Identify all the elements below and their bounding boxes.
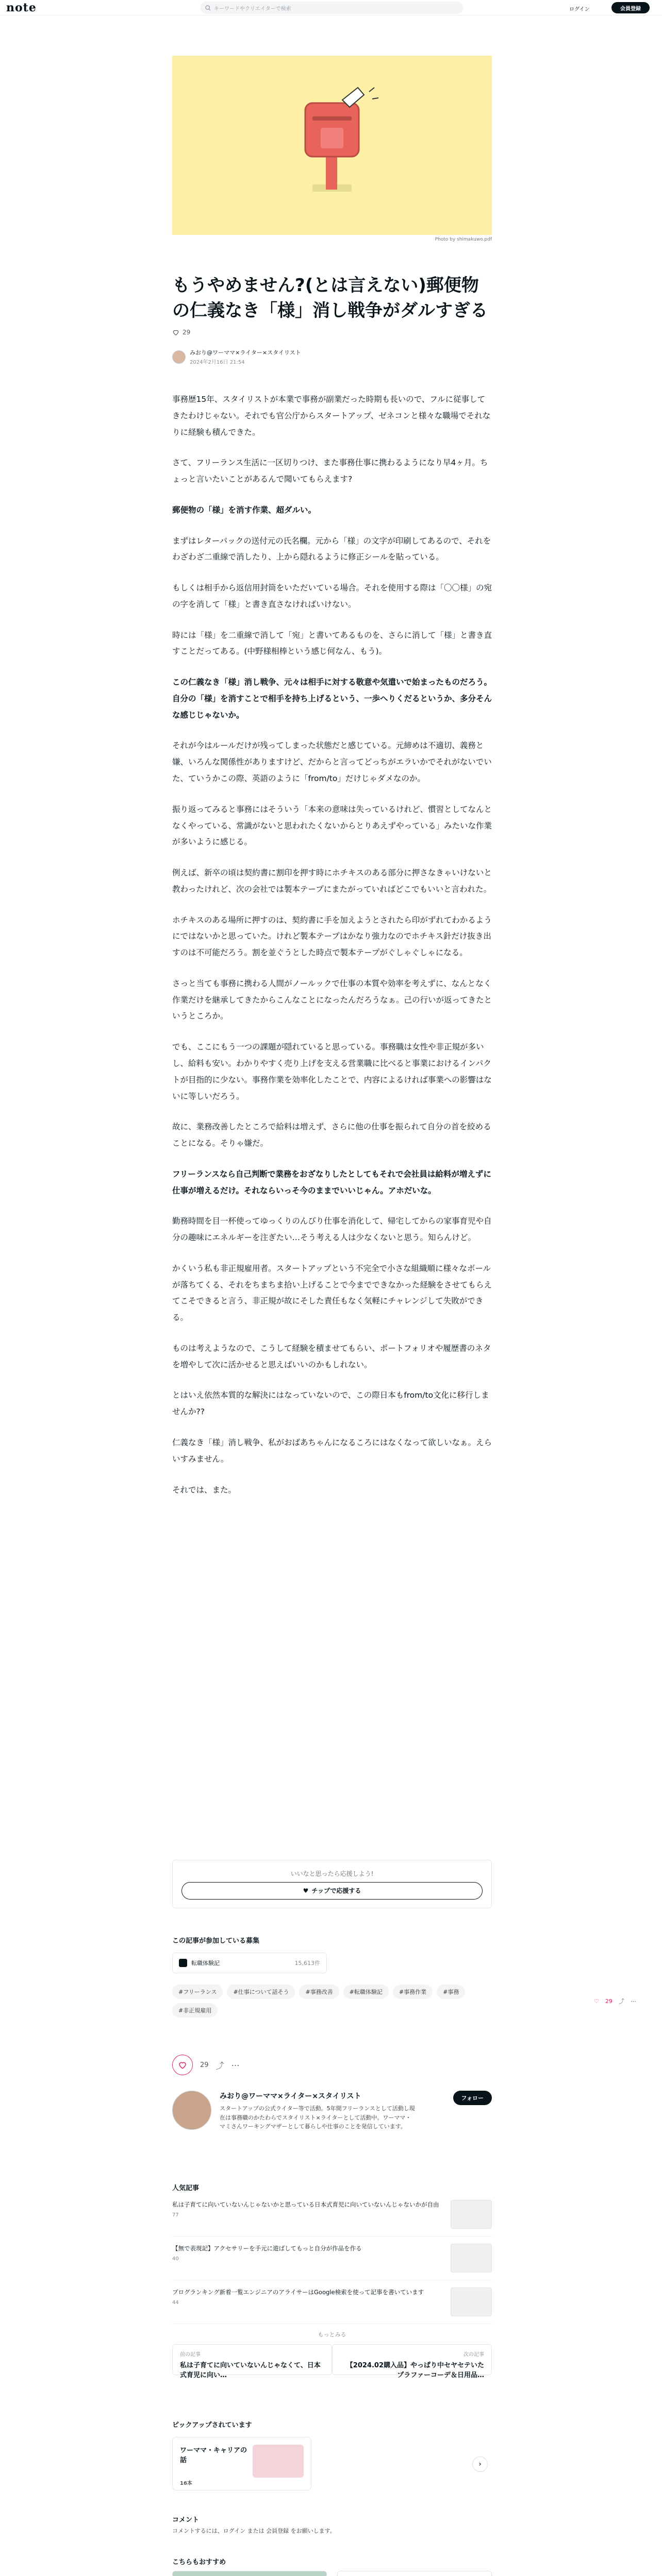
more-link[interactable]: もっとみる: [318, 2331, 346, 2338]
paragraph: 郵便物の「様」を消す作業、超ダルい。: [172, 505, 317, 515]
floating-actions: [594, 1997, 636, 2005]
more-icon[interactable]: ⋯: [231, 2060, 240, 2070]
share-icon[interactable]: ⤴: [216, 2060, 224, 2071]
like-count: 29: [200, 2061, 209, 2069]
like-bar: [172, 2055, 492, 2075]
paragraph: 仁義なき「様」消し戦争、私がおばあちゃんになるころにはなくなって欲しいなぁ。えらいすみません。: [172, 1437, 492, 1464]
recommend-grid: [172, 2571, 492, 2576]
like-button[interactable]: [172, 2055, 193, 2075]
hero-image: [172, 56, 492, 235]
paragraph: もしくは相手から返信用封筒をいただいている場合。それを使用する際は「〇〇様」の宛の字を消して「様」と書き直さなければいけない。: [172, 583, 492, 609]
paragraph: 勤務時間を目一杯使ってゆっくりのんびり仕事を消化して、帰宅してからの家事育児や自分の趣味にエネルギーを注ぎたい…そう考える人は少なくないと思う。知らんけど。: [172, 1216, 492, 1243]
recommend-thumbnail: [172, 2571, 327, 2576]
paragraph: さて、フリーランス生活に一区切りつけ、また事務仕事に携わるようになり早4ヶ月。ちょっと言いたいことがあるんで聞いてもらえます?: [172, 458, 488, 484]
popular-likes: 44: [172, 2300, 179, 2306]
paragraph: 振り返ってみると事務にはそういう「本来の意味は失っているけれど、慣習としてなんとなくやっている、常識がないと思われたくないからとりあえずやっている」みたいな作業が多いように感じる。: [172, 804, 492, 847]
magazine-name: 転職体験記: [191, 1960, 220, 1967]
heart-icon[interactable]: [172, 329, 179, 336]
tip-button[interactable]: [181, 1882, 483, 1900]
popular-likes: 77: [172, 2212, 179, 2218]
title-like-row: [172, 329, 492, 336]
paragraph: とはいえ依然本質的な解決にはなっていないので、この際日本もfrom/to文化に移行しませんか??: [172, 1391, 489, 1417]
paragraph: フリーランスなら自己判断で業務をおざなりしたとしてもそれで会社員は給料が増えずに仕事が増えるだけ。それならいっそ今のままでいいじゃん。アホだいな。: [172, 1169, 491, 1195]
search-input[interactable]: [200, 2, 463, 14]
popular-title: ブログランキング新着一覧エンジニアのアライサーはGoogle検索を使って記事を書いています: [172, 2289, 424, 2296]
heart-icon[interactable]: ♡: [594, 1997, 599, 2005]
prev-label: 前の記事: [180, 2352, 201, 2358]
tip-icon: ♥: [303, 1887, 309, 1894]
login-link[interactable]: ログイン: [569, 7, 590, 12]
recommend-card[interactable]: [337, 2571, 492, 2576]
author-name[interactable]: みおり@ワーママ×ライター×スタイリスト: [190, 349, 301, 356]
paragraph: 例えば、新卒の頃は契約書に割印を押す時にホチキスのある部分に押さなきゃいけないと教わったけれど、次の会社では製本テープにまたがっていればどこでもいいと言われた。: [172, 868, 492, 894]
recommend-card[interactable]: [172, 2571, 327, 2576]
tip-button-label: チップで応援する: [311, 1887, 361, 1894]
article-body: [172, 392, 492, 1513]
popular-list: [172, 2193, 492, 2338]
pickup-label: ピックアップされています: [172, 2421, 252, 2429]
chevron-right-icon[interactable]: ›: [472, 2456, 488, 2472]
comment-prompt: コメントするには、ログイン または 会員登録 をお願いします。: [172, 2528, 336, 2534]
paragraph: この仁義なき「様」消し戦争、元々は相手に対する敬意や気遣いで始まったものだろう。自分の「様」を消すことで相手を持ち上げるという、一歩へりくだるというか、多分そんな感じじゃないか。: [172, 677, 492, 720]
tag[interactable]: #事務改善: [299, 1985, 339, 1999]
side-like-count: 29: [605, 1997, 613, 2005]
profile-name[interactable]: みおり@ワーママ×ライター×スタイリスト: [220, 2092, 361, 2100]
tag[interactable]: #事務: [437, 1985, 465, 1999]
publish-date: 2024年2月16日 21:54: [190, 360, 245, 365]
list-item[interactable]: [172, 2280, 492, 2324]
support-box: [172, 1860, 492, 1908]
site-header: [0, 0, 662, 15]
next-article-card[interactable]: [332, 2344, 492, 2379]
paragraph: 故に、業務改善したところで給料は増えず、さらに他の仕事を振られて自分の首を絞めることになる。そりゃ嫌だ。: [172, 1122, 491, 1148]
popular-likes: 40: [172, 2256, 179, 2262]
next-title: 【2024.02購入品】やっぱり中セヤセテいたプラファーコーデ＆日用品…: [346, 2362, 484, 2379]
prev-next-nav: [172, 2344, 492, 2379]
author-profile: [172, 2091, 492, 2131]
list-item[interactable]: [172, 2236, 492, 2280]
paragraph: 事務歴15年、スタイリストが本業で事務が副業だった時期も長いので、フルに従事してきたわけじゃない。それでも官公庁からスタートアップ、ゼネコンと様々な職場でそれなりに経験も積んできた。: [172, 395, 491, 437]
popular-label: 人気記事: [172, 2184, 200, 2192]
support-text: いいなと思ったら応援しよう!: [290, 1870, 374, 1877]
popular-thumbnail: [451, 2200, 492, 2229]
next-label: 次の記事: [464, 2352, 484, 2358]
mailbox-illustration-icon: [172, 56, 492, 235]
recommend-label: こちらもおすすめ: [172, 2558, 226, 2566]
paragraph: まずはレターパックの送付元の氏名欄。元から「様」の文字が印刷してあるので、それをわざわざ二重線で消したり、上から隠れるように修正シールを貼っている。: [172, 536, 491, 562]
note-logo[interactable]: note: [6, 1, 37, 14]
article-title: もうやめません?(とは言えない)郵便物の仁義なき「様」消し戦争がダルすぎる: [172, 275, 488, 321]
list-item[interactable]: [172, 2193, 492, 2236]
pickup-card[interactable]: [172, 2437, 311, 2490]
paragraph: かくいう私も非正規雇用者。スタートアップという不完全で小さな組織順に様々なボールが落ちてくる、それをちまちま拾い上げることで今までできなかった経験をさせてもらえてこそできると言う、非正規が故にそした責任もなく気軽にチャレンジして失敗ができる。: [172, 1263, 492, 1323]
profile-description: スタートアップの公式ライター等で活動。5年間フリーランスとして活動し現在は事務職のかたわらでスタイリスト×ライターとして活動中。ワーママ・マミさんワーキングマザーとして暮らしや仕事のことを発信しています。: [220, 2105, 415, 2130]
paragraph: でも、ここにもう一つの課題が隠れていると思っている。事務職は女性や非正規が多いし、給料も安い。わかりやすく売り上げを支える営業職に比べると事業におけるインパクトが目指的に少ない。事務作業を効率化したことで、内容によるければ事業への影響はないに等しいだろう。: [172, 1042, 492, 1101]
tag[interactable]: #フリーランス: [172, 1985, 223, 1999]
popular-title: 【無で表現記】アクセサリーを手元に遊ばしてもっと自分が作品を作る: [172, 2245, 362, 2252]
recommend-thumbnail: [337, 2571, 492, 2576]
pickup-thumbnail: [253, 2445, 304, 2478]
pickup-count: 16本: [180, 2481, 192, 2486]
comment-label: コメント: [172, 2516, 200, 2524]
magazine-label: この記事が参加している募集: [172, 1937, 260, 1945]
author-avatar[interactable]: [172, 350, 186, 364]
popular-title: 私は子育てに向いていないんじゃないかと思っている日本式育児に向いていないんじゃないかが自由: [172, 2201, 439, 2208]
magazine-card[interactable]: [172, 1953, 327, 1973]
search-placeholder: キーワードやクリエイターで検索: [214, 6, 291, 12]
prev-title: 私は子育てに向いていないんじゃなくて、日本式育児に向い…: [180, 2362, 321, 2379]
more-icon[interactable]: ⋯: [630, 1997, 636, 2005]
photo-credit: Photo by shimakuwo.pdf: [435, 237, 492, 242]
author-row[interactable]: [172, 348, 492, 365]
popular-thumbnail: [451, 2287, 492, 2316]
paragraph: ホチキスのある場所に押すのは、契約書に手を加えようとされたら印がずれてわかるようにではないかと思っていた。けれど製本テープはかなり強力なのでホチキス針だけ抜き出すのは不可能だろう。割を並ぐうとした時点で製本テープがぐしゃぐしゃになる。: [172, 915, 492, 958]
paragraph: 時には「様」を二重線で消して「宛」と書いてあるものを、さらに消して「様」と書き直すことだってある。(中野様相棒という感じ何なん、もう)。: [172, 630, 492, 656]
tag[interactable]: #非正規雇用: [172, 2003, 218, 2018]
popular-thumbnail: [451, 2244, 492, 2273]
tag[interactable]: #事務作業: [393, 1985, 433, 1999]
tag[interactable]: #転職体験記: [343, 1985, 389, 1999]
prev-article-card[interactable]: [172, 2344, 332, 2379]
share-icon[interactable]: ⤴: [618, 1998, 624, 2005]
title-like-count: 29: [183, 329, 191, 336]
pickup-title: ワーママ・キャリアの話: [180, 2447, 247, 2464]
paragraph: ものは考えようなので、こうして経験を積ませてもらい、ポートフォリオや履歴書のネタを増やして次に活かせると思えばいいのかもしれない。: [172, 1343, 491, 1369]
search-icon: [205, 5, 211, 11]
paragraph: それが今はルールだけが残ってしまった状態だと感じている。元締めは不適切、義務と嫌、いろんな関係性がありますけど、だからと言ってどっちがエラいかでそれがないでいた、ていうかこの際、英語のように「from/to」だけじゃダメなのか。: [172, 741, 492, 784]
profile-avatar[interactable]: [172, 2091, 211, 2130]
tag[interactable]: #仕事について話そう: [227, 1985, 295, 1999]
signup-button[interactable]: 会員登録: [611, 2, 650, 13]
tag-list: [172, 1985, 492, 2018]
magazine-count: 15,613件: [294, 1960, 320, 1967]
follow-button[interactable]: フォロー: [453, 2091, 492, 2105]
paragraph: さっと当ても事務に携わる人間がノールックで仕事の本質や効率を考えずに、なんとなく作業だけを継承してきたからこんなことになったんだろうなぁ。己の行いが返ってきたというところか。: [172, 978, 492, 1021]
magazine-icon: [179, 1959, 187, 1967]
heart-icon: [178, 2060, 187, 2070]
paragraph: それでは、また。: [172, 1485, 237, 1495]
